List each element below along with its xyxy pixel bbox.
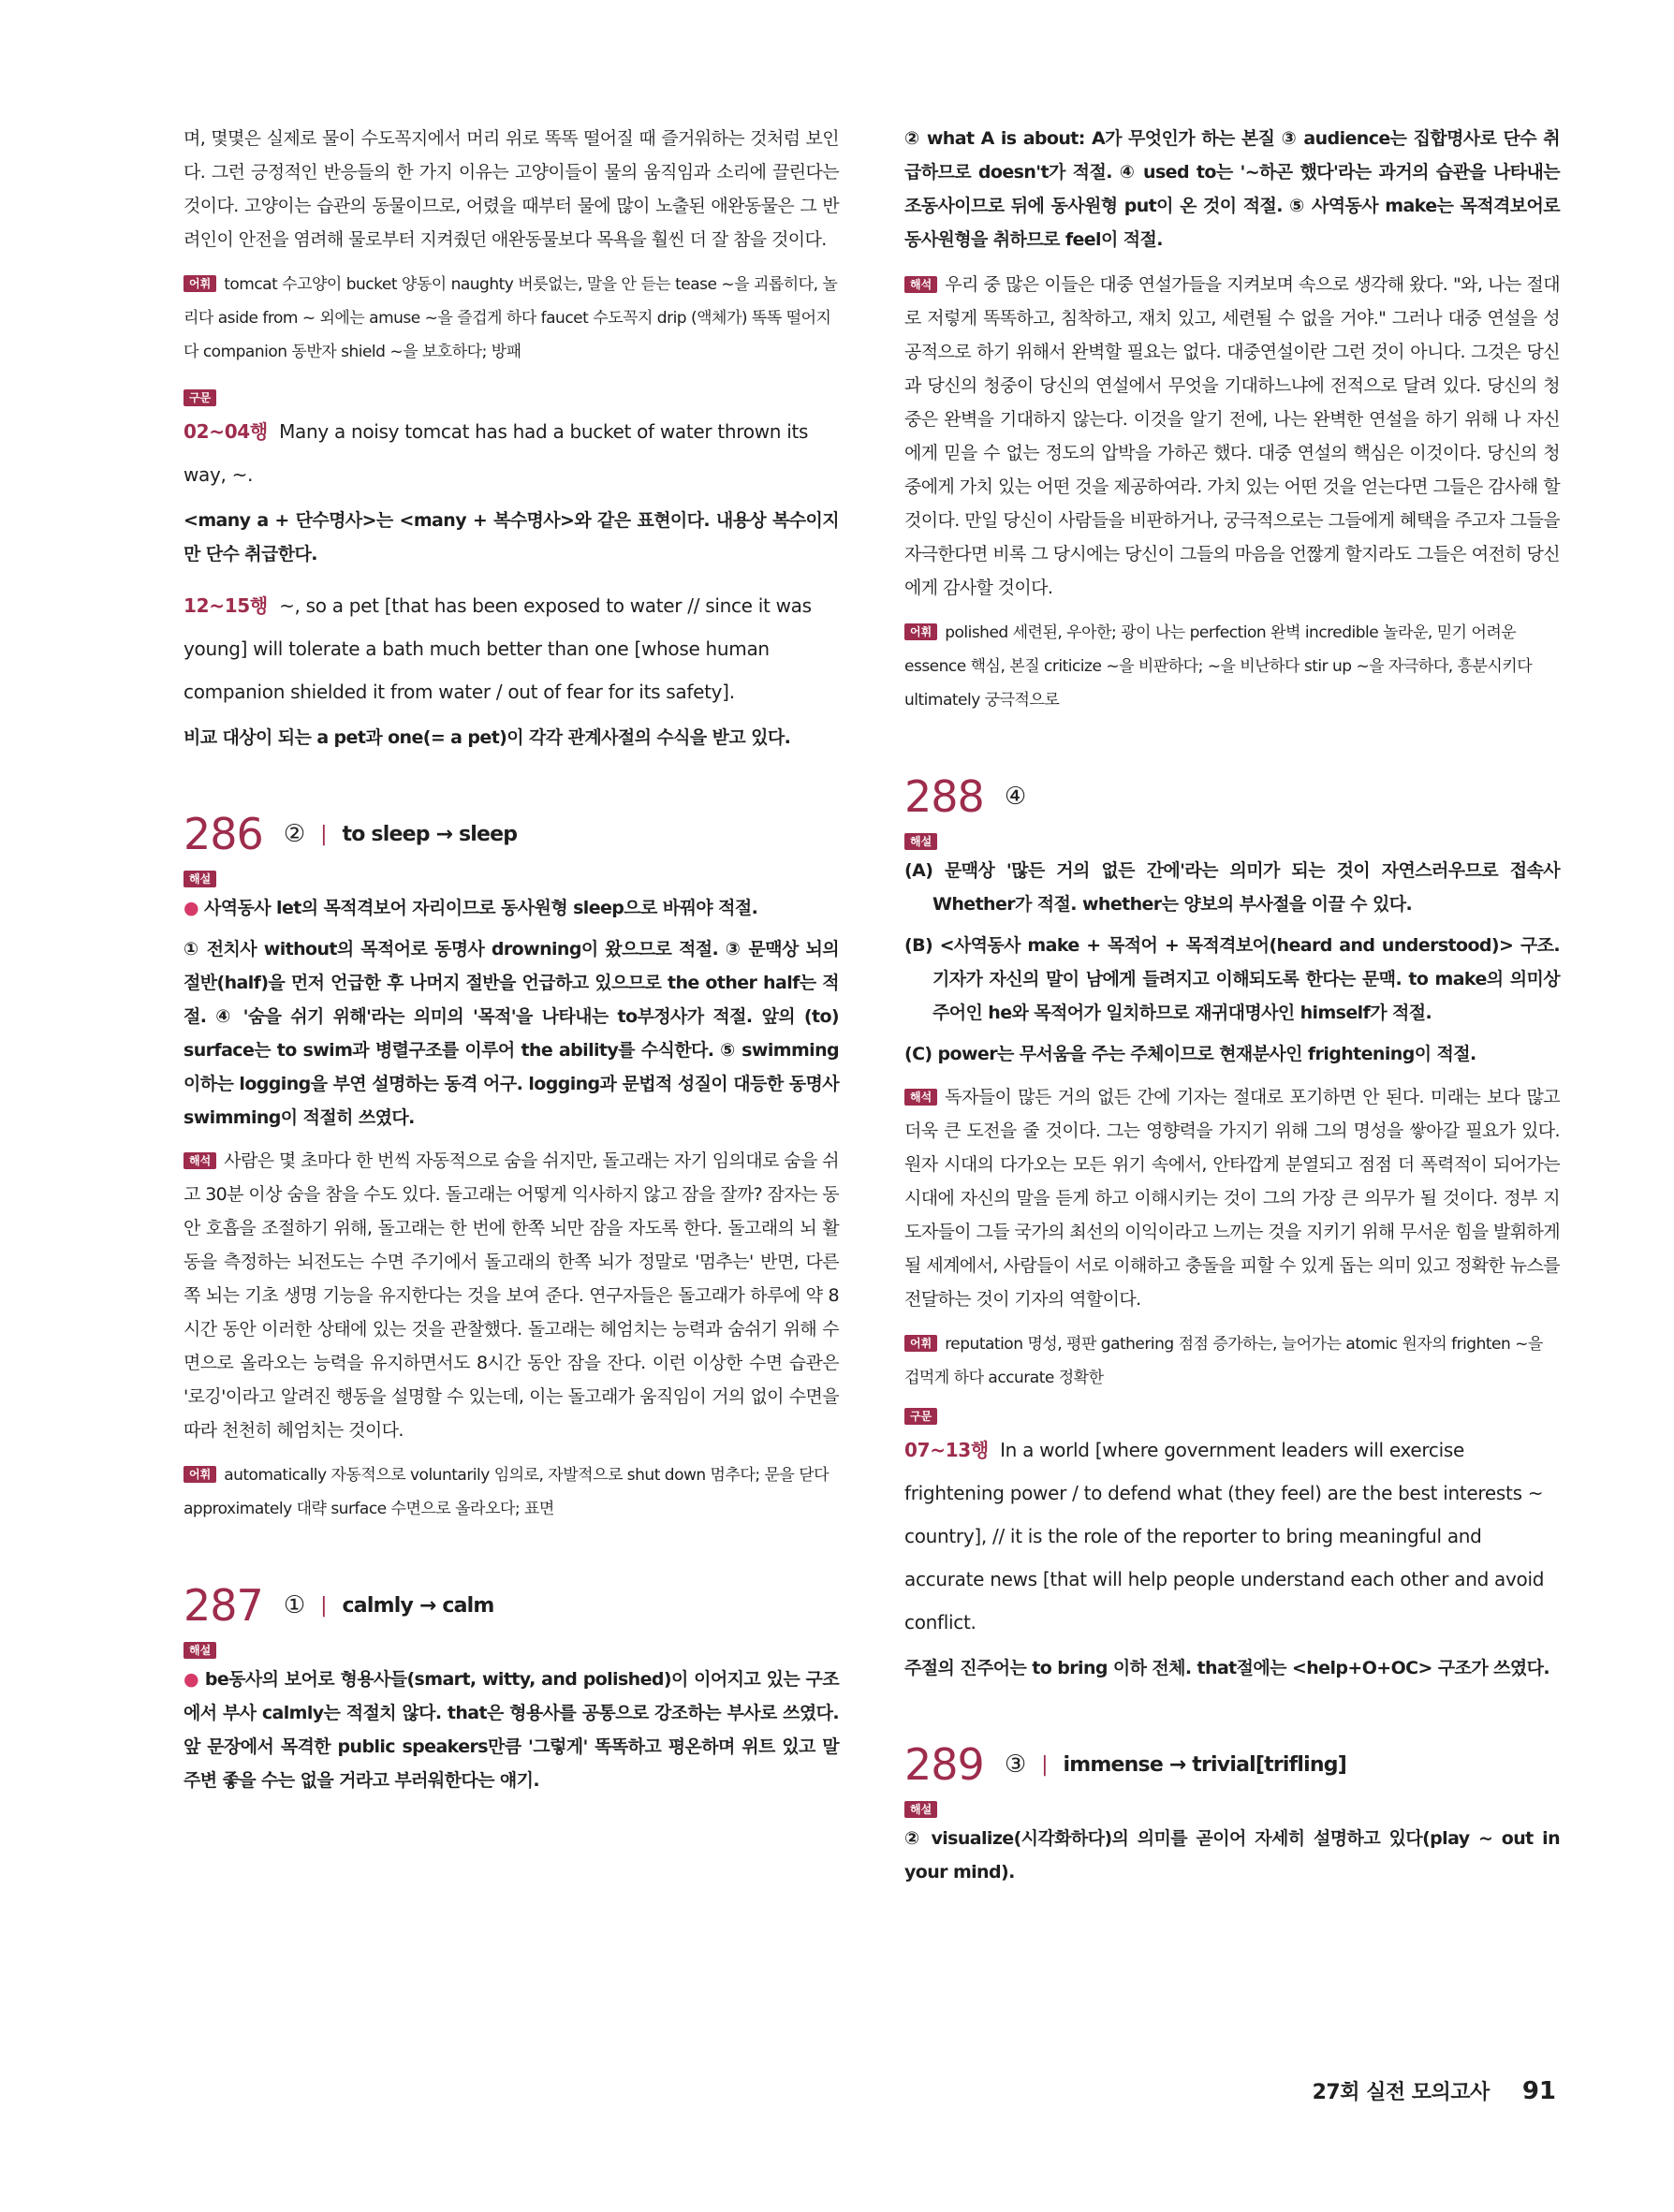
- q288-explanation-a: (A) 문맥상 '많든 거의 없든 간에'라는 의미가 되는 것이 자연스러우므로 접속사 Whether가 적절. whether는 양보의 부사절을 이끌 수 있다.: [904, 860, 1560, 915]
- question-number: 287: [184, 1580, 263, 1631]
- q287-translation: [904, 268, 1560, 605]
- right-column: [904, 122, 1560, 1889]
- vocab-text: polished 세련된, 우아한; 광이 나는 perfection 완벽 incredible 놀라운, 믿기 어려운 essence 핵심, 본질 criticize ~을 비판하다; ~을 비난하다 stir up ~을 자극하다, 흥분시키다 ultimately 궁극적으로: [904, 623, 1533, 710]
- q285-translation: 며, 몇몇은 실제로 물이 수도꼭지에서 머리 위로 똑똑 떨어질 때 즐거워하는 것처럼 보인다. 그런 긍정적인 반응들의 한 가지 이유는 고양이들이 물의 움직임과 소리에 끌린다는 것이다. 고양이는 습관의 동물이므로, 어렸을 때부터 물에 많이 노출된 애완동물은 그 반려인이 안전을 염려해 물로부터 지켜줬던 애완동물보다 목욕을 훨씬 더 잘 참을 것이다.: [184, 128, 839, 250]
- translation-text: 사람은 몇 초마다 한 번씩 자동적으로 숨을 쉬지만, 돌고래는 자기 임의대로 숨을 쉬고 30분 이상 숨을 참을 수도 있다. 돌고래는 어떻게 익사하지 않고 잠을 잘까? 잠자는 동안 호흡을 조절하기 위해, 돌고래는 한 번에 한쪽 뇌만 잠을 자도록 한다. 돌고래의 뇌 활동을 측정하는 뇌전도는 수면 주기에서 돌고래의 한쪽 뇌가 정말로 '멈추는' 반면, 다른 쪽 뇌는 기초 생명 기능을 유지한다는 것을 보여 준다. 연구자들은 돌고래가 하루에 약 8시간 동안 이러한 상태에 있는 것을 관찰했다. 돌고래는 헤엄치는 능력과 숨쉬기 위해 수면으로 올라오는 능력을 유지하면서도 8시간 동안 잠을 잔다. 이런 이상한 수면 습관은 '로깅'이라고 알려진 행동을 설명할 수 있는데, 이는 돌고래가 움직임이 거의 없이 수면을 따라 천천히 헤엄치는 것이다.: [184, 1150, 839, 1441]
- q286-vocab: [184, 1458, 839, 1526]
- footer-title: 27회 실전 모의고사: [1312, 2081, 1490, 2104]
- q286-explanation-main: [184, 891, 839, 925]
- q286-explanation-detail: ① 전치사 without의 목적어로 동명사 drowning이 왔으므로 적절. ③ 문맥상 뇌의 절반(half)을 먼저 언급한 후 나머지 절반을 언급하고 있으므로 the other half는 적절. ④ '숨을 쉬기 위해'라는 의미의 '목적'을 나타내는 to부정사가 적절. 앞의 (to) surface는 to swim과 병렬구조를 이루어 the ability를 수식한다. ⑤ swimming 이하는 logging을 부연 설명하는 동격 어구. logging과 문법적 성질이 대등한 동명사 swimming이 적절히 쓰였다.: [184, 939, 839, 1128]
- q285-syntax-1: [184, 410, 839, 496]
- vocab-tag: 어휘: [904, 623, 937, 640]
- q286-translation: [184, 1144, 839, 1447]
- correction: immense → trivial[trifling]: [1063, 1752, 1346, 1777]
- correction: to sleep → sleep: [342, 822, 518, 846]
- translation-tag: 해석: [904, 1089, 937, 1106]
- answer-choice: ②: [283, 820, 306, 848]
- explanation-text: be동사의 보어로 형용사들(smart, witty, and polished)이 이어지고 있는 구조에서 부사 calmly는 적절치 않다. that은 형용사를 공통으로 강조하는 부사로 쓰였다. 앞 문장에서 목격한 public speakers만큼 '그렇게' 똑똑하고 평온하며 위트 있고 말주변 좋을 수는 없을 거라고 부러워한다는 얘기.: [184, 1669, 840, 1791]
- page-footer: [1313, 2076, 1556, 2105]
- q288-explanation-c: (C) power는 무서움을 주는 주체이므로 현재분사인 frightening이 적절.: [904, 1044, 1476, 1064]
- correction: calmly → calm: [342, 1593, 494, 1618]
- page-number: 91: [1521, 2077, 1556, 2105]
- translation-text: 독자들이 많든 거의 없든 간에 기자는 절대로 포기하면 안 된다. 미래는 보다 많고 더욱 큰 도전을 줄 것이다. 그는 영향력을 가지기 위해 그의 명성을 쌓아갈 필요가 있다. 원자 시대의 다가오는 모든 위기 속에서, 안타깝게 분열되고 점점 더 폭력적이 되어가는 시대에 자신의 말을 듣게 하고 이해시키는 것이 그의 가장 큰 의무가 될 것이다. 정부 지도자들이 그들 국가의 최선의 이익이라고 느끼는 것을 지키기 위해 무서운 힘을 발휘하게 될 세계에서, 사람들이 서로 이해하고 충돌을 피할 수 있게 돕는 의미 있고 정확한 뉴스를 전달하는 것이 기자의 역할이다.: [904, 1087, 1560, 1310]
- question-286-header: [184, 807, 839, 861]
- q288-syntax-note: 주절의 진주어는 to bring 이하 전체. that절에는 <help+O+OC> 구조가 쓰였다.: [904, 1658, 1549, 1678]
- q287-explanation-detail: ② what A is about: A가 무엇인가 하는 본질 ③ audience는 집합명사로 단수 취급하므로 doesn't가 적절. ④ used to는 '~하곤 했다'라는 과거의 습관을 나타내는 조동사이므로 뒤에 동사원형 put이 온 것이 적절. ⑤ 사역동사 make는 목적격보어로 동사원형을 취하므로 feel이 적절.: [904, 128, 1560, 250]
- separator: |: [320, 1593, 328, 1618]
- question-288-header: [904, 769, 1560, 824]
- q285-vocab-text: tomcat 수고양이 bucket 양동이 naughty 버릇없는, 말을 안 듣는 tease ~을 괴롭히다, 놀리다 aside from ~ 외에는 amuse ~을 즐겁게 하다 faucet 수도꼭지 drip (액체가) 똑똑 떨어지다 companion 동반자 shield ~을 보호하다; 방패: [184, 275, 838, 361]
- line-ref: 12~15행: [184, 594, 268, 617]
- syntax-sentence: Many a noisy tomcat has had a bucket of water thrown its way, ~.: [184, 420, 809, 486]
- q288-vocab: [904, 1327, 1560, 1395]
- vocab-tag: 어휘: [184, 1466, 216, 1483]
- bullet-icon: ●: [184, 1669, 199, 1690]
- left-column: [184, 122, 839, 1797]
- explanation-tag: 해설: [184, 871, 216, 887]
- q288-syntax: [904, 1428, 1560, 1644]
- syntax-tag: 구문: [904, 1408, 937, 1425]
- question-289-header: [904, 1737, 1560, 1792]
- q285-syntax-1-note: <many a + 단수명사>는 <many + 복수명사>와 같은 표현이다. 내용상 복수이지만 단수 취급한다.: [184, 510, 839, 564]
- line-ref: 02~04행: [184, 420, 268, 443]
- syntax-sentence: In a world [where government leaders will exercise frightening power / to defend what (they feel) are the best interests ~ country], // it is the role of the reporter to bring meaningful and accurate news [that will help people understand each other and avoid conflict.: [904, 1439, 1545, 1633]
- syntax-sentence: ~, so a pet [that has been exposed to water // since it was young] will tolerate a bath much better than one [whose human companion shielded it from water / out of fear for its safety].: [184, 594, 812, 703]
- explanation-text: 사역동사 let의 목적격보어 자리이므로 동사원형 sleep으로 바꿔야 적절.: [204, 898, 758, 918]
- vocab-text: automatically 자동적으로 voluntarily 임의로, 자발적으로 shut down 멈추다; 문을 닫다 approximately 대략 surface 수면으로 올라오다; 표면: [184, 1466, 830, 1518]
- answer-choice: ④: [1004, 783, 1027, 811]
- q287-vocab: [904, 616, 1560, 717]
- bullet-icon: ●: [184, 898, 198, 918]
- translation-tag: 해석: [904, 276, 937, 293]
- syntax-tag: 구문: [184, 389, 216, 406]
- explanation-tag: 해설: [904, 1801, 937, 1818]
- vocab-tag: 어휘: [184, 275, 216, 292]
- answer-choice: ①: [283, 1591, 306, 1619]
- q288-explanation-b: (B) <사역동사 make + 목적어 + 목적격보어(heard and understood)> 구조. 기자가 자신의 말이 남에게 들려지고 이해되도록 한다는 문맥. to make의 의미상 주어인 he와 목적어가 일치하므로 재귀대명사인 himself가 적절.: [904, 935, 1560, 1023]
- q285-vocab: [184, 268, 839, 369]
- question-287-header: [184, 1578, 839, 1633]
- explanation-tag: 해설: [904, 833, 937, 850]
- q288-translation: [904, 1080, 1560, 1316]
- q287-explanation-main: [184, 1663, 839, 1797]
- vocab-tag: 어휘: [904, 1335, 937, 1352]
- explanation-tag: 해설: [184, 1642, 216, 1659]
- question-number: 289: [904, 1739, 984, 1790]
- separator: |: [320, 822, 328, 846]
- answer-choice: ③: [1004, 1751, 1027, 1779]
- q285-syntax-2-note: 비교 대상이 되는 a pet과 one(= a pet)이 각각 관계사절의 수식을 받고 있다.: [184, 727, 791, 748]
- translation-text: 우리 중 많은 이들은 대중 연설가들을 지켜보며 속으로 생각해 왔다. "와, 나는 절대로 저렇게 똑똑하고, 침착하고, 재치 있고, 세련될 수 없을 거야." 그러나 대중 연설을 성공적으로 하기 위해서 완벽할 필요는 없다. 대중연설이란 그런 것이 아니다. 그것은 당신과 당신의 청중이 당신의 연설에서 무엇을 기대하느냐에 전적으로 달려 있다. 당신의 청중은 완벽을 기대하지 않는다. 이것을 알기 전에, 나는 완벽한 연설을 하기 위해 나 자신에게 믿을 수 없는 정도의 압박을 가하곤 했다. 대중 연설의 핵심은 이것이다. 당신의 청중에게 가치 있는 어떤 것을 제공하여라. 가치 있는 어떤 것을 얻는다면 그들은 감사해 할 것이다. 만일 당신이 사람들을 비판하거나, 궁극적으로는 그들에게 혜택을 주고자 그들을 자극한다면 비록 그 당시에는 당신이 그들의 마음을 언짢게 할지라도 그들은 여전히 당신에게 감사할 것이다.: [904, 274, 1560, 598]
- separator: |: [1041, 1752, 1049, 1777]
- translation-tag: 해석: [184, 1152, 216, 1169]
- q285-syntax-2: [184, 584, 839, 713]
- q289-explanation: ② visualize(시각화하다)의 의미를 곧이어 자세히 설명하고 있다(play ~ out in your mind).: [904, 1828, 1560, 1882]
- line-ref: 07~13행: [904, 1439, 989, 1461]
- question-number: 286: [184, 809, 263, 859]
- question-number: 288: [904, 771, 984, 822]
- vocab-text: reputation 명성, 평판 gathering 점점 증가하는, 늘어가는 atomic 원자의 frighten ~을 겁먹게 하다 accurate 정확한: [904, 1335, 1543, 1387]
